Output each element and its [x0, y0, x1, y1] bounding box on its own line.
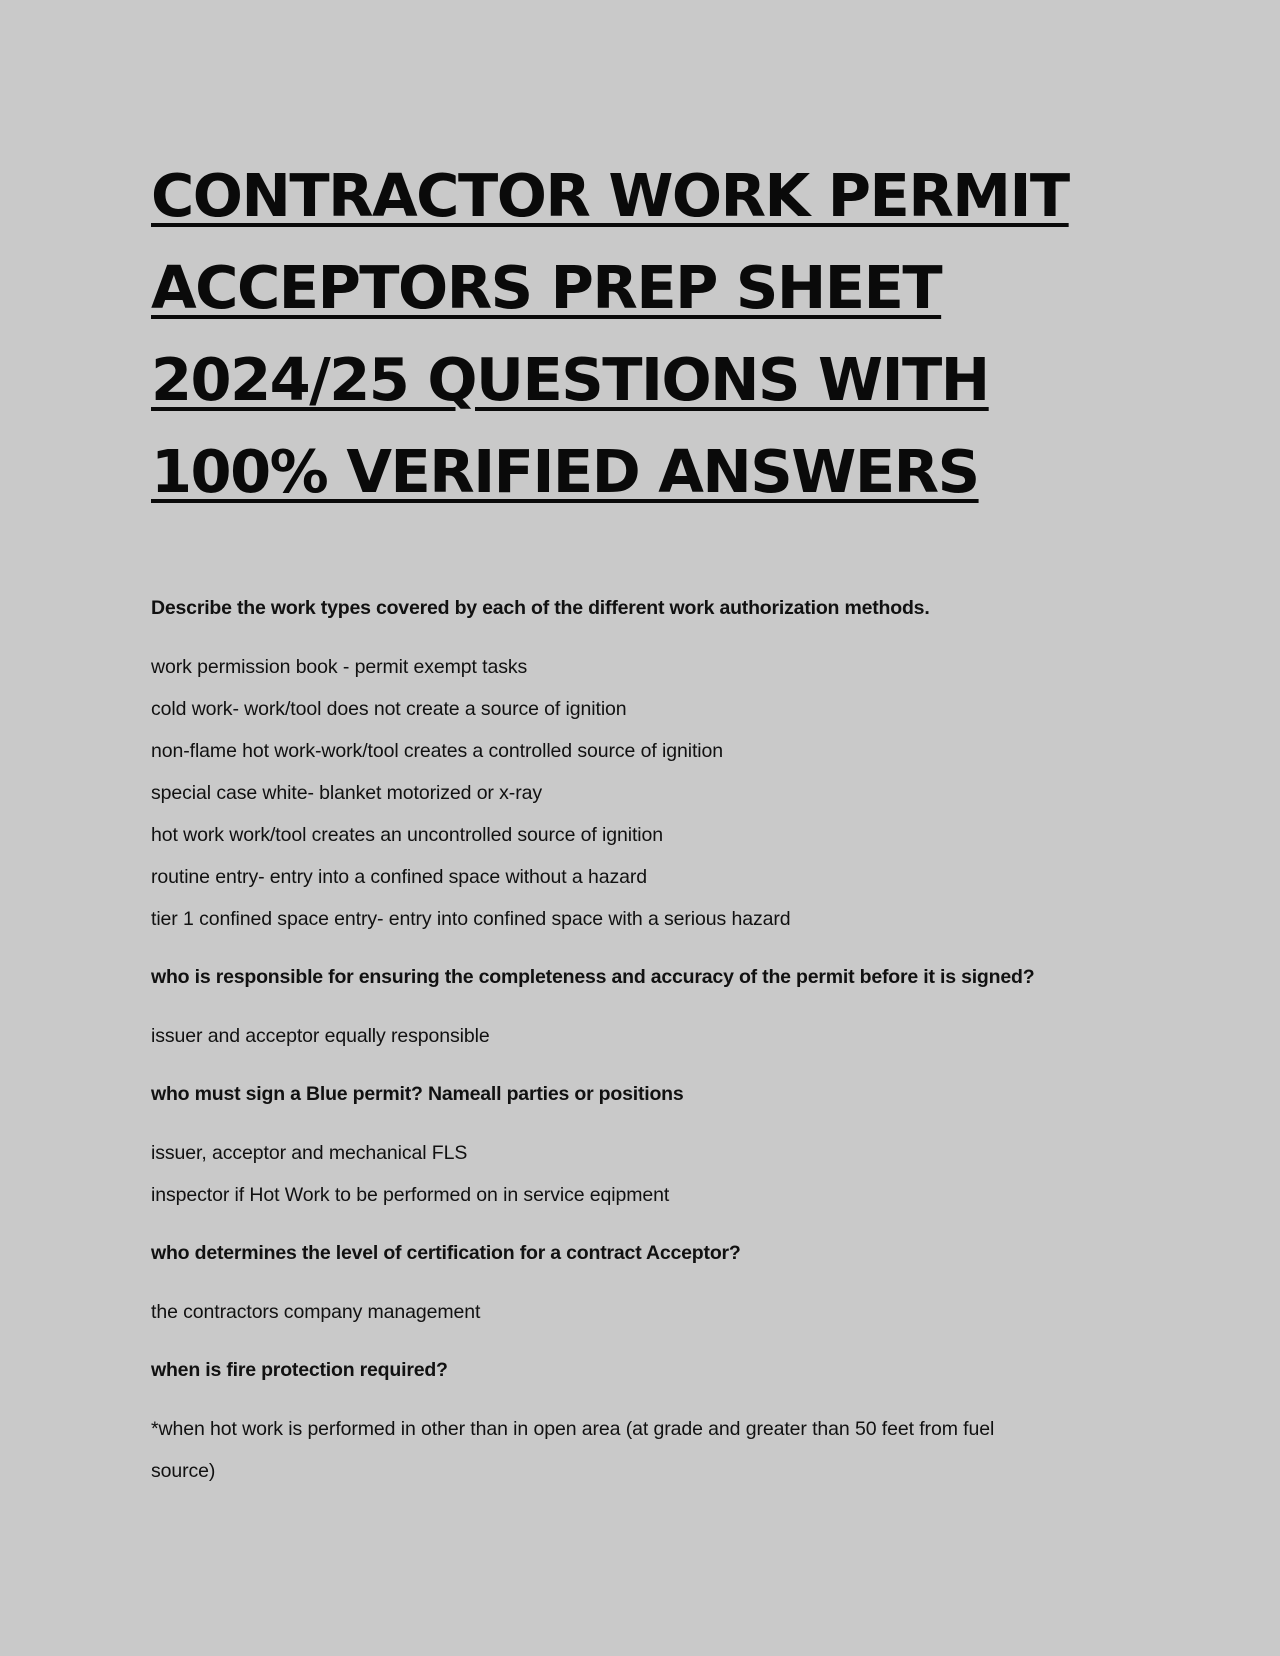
document-page [151, 150, 1151, 1482]
question: who is responsible for ensuring the completeness and accuracy of the permit before it is signed? [151, 966, 1035, 988]
answer-line: inspector if Hot Work to be performed on in service eqipment [151, 1184, 670, 1206]
answer-line: tier 1 confined space entry- entry into confined space with a serious hazard [151, 908, 791, 930]
answer-line: non-flame hot work-work/tool creates a controlled source of ignition [151, 740, 723, 762]
title-line: CONTRACTOR WORK PERMIT [151, 161, 1069, 230]
answer-line: source) [151, 1460, 216, 1482]
answer-line: special case white- blanket motorized or x-ray [151, 782, 542, 804]
question: when is fire protection required? [151, 1359, 448, 1381]
title-line: 2024/25 QUESTIONS WITH [151, 345, 989, 414]
answer-line: the contractors company management [151, 1301, 481, 1323]
document-title [151, 150, 1151, 518]
answer-line: issuer and acceptor equally responsible [151, 1025, 490, 1047]
answer-line: cold work- work/tool does not create a source of ignition [151, 698, 627, 720]
question: who must sign a Blue permit? Nameall parties or positions [151, 1083, 684, 1105]
title-line: ACCEPTORS PREP SHEET [151, 253, 942, 322]
answer-line: *when hot work is performed in other than in open area (at grade and greater than 50 feet from fuel [151, 1418, 995, 1440]
answer-line: work permission book - permit exempt tasks [151, 656, 528, 678]
qa-list [151, 587, 1151, 1492]
answer-line: hot work work/tool creates an uncontrolled source of ignition [151, 824, 664, 846]
title-line: 100% VERIFIED ANSWERS [151, 437, 979, 506]
question: who determines the level of certification for a contract Acceptor? [151, 1242, 741, 1264]
answer-line: issuer, acceptor and mechanical FLS [151, 1142, 468, 1164]
answer-line: routine entry- entry into a confined space without a hazard [151, 866, 647, 888]
question: Describe the work types covered by each of the different work authorization methods. [151, 597, 930, 619]
